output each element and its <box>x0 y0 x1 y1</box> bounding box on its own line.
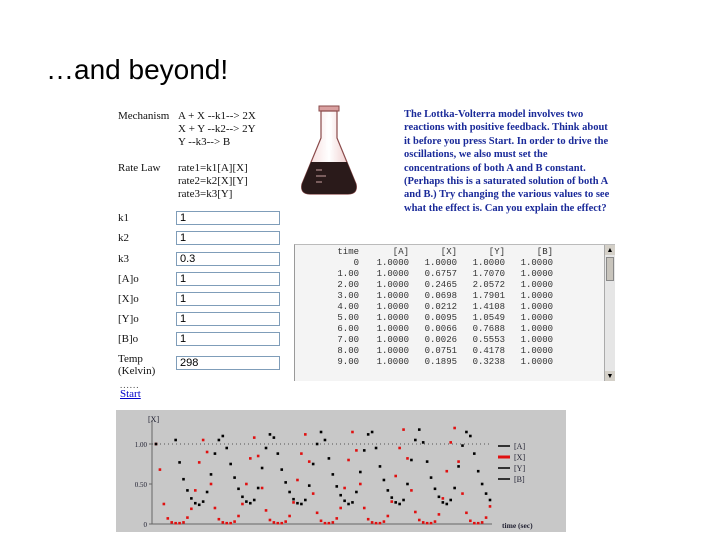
temp-unit-label: (Kelvin) <box>118 365 156 377</box>
y0-input[interactable] <box>176 312 280 326</box>
rate-law-label: Rate Law <box>118 162 161 174</box>
rate-line-1: rate1=k1[A][X] <box>178 162 248 174</box>
table-cell: 0.1895 <box>424 357 457 367</box>
data-point-x <box>194 489 197 492</box>
y-tick-label: 1.00 <box>134 441 147 449</box>
data-point-y <box>438 496 441 499</box>
data-point-x <box>430 522 433 525</box>
data-point-x <box>453 427 456 430</box>
data-point-y <box>485 492 488 495</box>
data-point-y <box>316 443 319 446</box>
data-point-x <box>233 520 236 523</box>
k3-input[interactable] <box>176 252 280 266</box>
data-point-y <box>422 441 425 444</box>
data-point-x <box>438 513 441 516</box>
concentration-chart <box>116 410 566 532</box>
data-point-y <box>269 433 272 436</box>
table-cell: 0.0698 <box>424 291 457 301</box>
data-point-y <box>457 465 460 468</box>
table-cell: 1.0000 <box>520 280 553 290</box>
data-point-y <box>363 449 366 452</box>
data-point-x <box>465 512 468 515</box>
table-cell: 5.00 <box>337 313 359 323</box>
legend-label: [Y] <box>514 464 526 473</box>
data-point-x <box>190 508 193 511</box>
table-cell: 1.7901 <box>472 291 505 301</box>
separator-dots: ...... <box>120 380 140 390</box>
data-point-x <box>335 517 338 520</box>
data-point-y <box>398 503 401 506</box>
table-cell: 0.0026 <box>424 335 457 345</box>
data-point-x <box>308 460 311 463</box>
data-point-y <box>375 447 378 450</box>
table-cell: 1.0000 <box>520 335 553 345</box>
table-header-cell: [X] <box>440 247 457 257</box>
data-point-y <box>469 435 472 438</box>
table-cell: 1.0000 <box>376 302 409 312</box>
data-point-x <box>284 520 287 523</box>
data-point-x <box>343 487 346 490</box>
data-point-x <box>218 518 221 521</box>
rate-line-2: rate2=k2[X][Y] <box>178 175 248 187</box>
table-cell: 8.00 <box>337 346 359 356</box>
data-point-y <box>335 485 338 488</box>
data-point-x <box>198 461 201 464</box>
table-cell: 0.2465 <box>424 280 457 290</box>
data-point-y <box>296 502 299 505</box>
data-point-x <box>186 516 189 519</box>
data-point-x <box>402 428 405 431</box>
table-cell: 1.00 <box>337 269 359 279</box>
data-point-x <box>163 503 166 506</box>
data-point-x <box>469 520 472 523</box>
data-point-x <box>202 439 205 442</box>
table-cell: 0.3238 <box>472 357 505 367</box>
data-point-x <box>394 475 397 478</box>
field-label-b0: [B]o <box>118 333 139 345</box>
data-point-x <box>241 503 244 506</box>
data-point-x <box>253 436 256 439</box>
data-point-y <box>253 499 256 502</box>
data-point-y <box>445 503 448 506</box>
data-point-y <box>210 473 213 476</box>
data-point-y <box>312 463 315 466</box>
data-point-y <box>343 500 346 503</box>
scroll-down-icon[interactable]: ▼ <box>606 372 614 380</box>
data-point-y <box>320 431 323 434</box>
table-header-cell: [Y] <box>488 247 505 257</box>
data-point-y <box>233 476 236 479</box>
data-point-x <box>422 521 425 524</box>
table-cell: 1.0000 <box>376 335 409 345</box>
legend-label: [X] <box>514 453 526 462</box>
table-cell: 1.0000 <box>424 258 457 268</box>
scroll-thumb[interactable] <box>606 257 614 281</box>
data-point-x <box>363 507 366 510</box>
data-point-x <box>304 433 307 436</box>
scroll-up-icon[interactable]: ▲ <box>606 246 614 254</box>
table-cell: 1.0000 <box>376 346 409 356</box>
data-point-y <box>273 436 276 439</box>
model-description: The Lottka-Volterra model involves two reactions with positive feedback. Think about it before you press Start. In order to drive the oscillations, we also must set the concentrations of both A and B constant. (Perhaps this is a saturated solution of both A and B.) Try changing the various values to see what the effect is. Can you explain the effect? <box>404 109 610 214</box>
field-label-k3: k3 <box>118 253 129 265</box>
data-point-x <box>170 521 173 524</box>
legend-label: [B] <box>514 475 525 484</box>
data-point-x <box>383 520 386 523</box>
data-point-x <box>316 512 319 515</box>
data-point-y <box>414 439 417 442</box>
data-point-x <box>347 459 350 462</box>
data-point-y <box>430 476 433 479</box>
data-point-y <box>367 433 370 436</box>
data-point-x <box>445 470 448 473</box>
data-point-x <box>426 522 429 525</box>
k2-input[interactable] <box>176 231 280 245</box>
table-cell: 1.0000 <box>376 324 409 334</box>
table-cell: 0 <box>353 258 359 268</box>
data-point-y <box>410 459 413 462</box>
data-point-y <box>277 452 280 455</box>
data-point-x <box>249 457 252 460</box>
table-cell: 1.0000 <box>472 258 505 268</box>
table-cell: 1.0000 <box>376 291 409 301</box>
data-point-y <box>304 499 307 502</box>
table-cell: 1.0000 <box>376 269 409 279</box>
table-cell: 1.0000 <box>376 280 409 290</box>
data-point-y <box>489 499 492 502</box>
table-cell: 1.0000 <box>376 258 409 268</box>
data-point-y <box>394 501 397 504</box>
data-point-y <box>241 496 244 499</box>
field-label-k2: k2 <box>118 232 129 244</box>
data-point-x <box>359 483 362 486</box>
table-cell: 0.7688 <box>472 324 505 334</box>
data-point-y <box>202 500 205 503</box>
data-point-x <box>300 452 303 455</box>
table-header-cell: time <box>337 247 359 257</box>
data-point-y <box>198 504 201 507</box>
a0-input[interactable] <box>176 272 280 286</box>
data-point-y <box>245 500 248 503</box>
data-point-y <box>249 502 252 505</box>
data-point-y <box>324 439 327 442</box>
data-point-y <box>292 498 295 501</box>
data-point-y <box>434 488 437 491</box>
data-point-y <box>229 463 232 466</box>
data-point-y <box>453 487 456 490</box>
data-point-y <box>225 447 228 450</box>
table-scrollbar[interactable] <box>604 245 615 381</box>
data-point-y <box>351 501 354 504</box>
data-point-x <box>257 455 260 458</box>
data-point-x <box>210 483 213 486</box>
temp-label: Temp <box>118 353 143 365</box>
table-cell: 6.00 <box>337 324 359 334</box>
k1-input[interactable] <box>176 211 280 225</box>
data-point-x <box>410 489 413 492</box>
table-cell: 1.0000 <box>520 258 553 268</box>
table-cell: 2.0572 <box>472 280 505 290</box>
table-cell: 2.00 <box>337 280 359 290</box>
data-point-y <box>261 467 264 470</box>
slide-title: …and beyond! <box>46 54 229 85</box>
rate-line-3: rate3=k3[Y] <box>178 188 233 200</box>
data-point-x <box>461 492 464 495</box>
data-point-x <box>449 441 452 444</box>
data-point-x <box>351 431 354 434</box>
data-point-y <box>383 479 386 482</box>
table-cell: 0.0095 <box>424 313 457 323</box>
data-point-x <box>296 479 299 482</box>
data-point-y <box>288 491 291 494</box>
results-table[interactable] <box>294 244 615 381</box>
data-point-y <box>214 452 217 455</box>
data-point-x <box>174 522 177 525</box>
data-point-y <box>222 435 225 438</box>
data-point-y <box>359 471 362 474</box>
data-point-y <box>442 501 445 504</box>
data-point-y <box>387 489 390 492</box>
x0-input[interactable] <box>176 292 280 306</box>
data-point-y <box>418 428 421 431</box>
table-cell: 0.0751 <box>424 346 457 356</box>
data-point-y <box>190 497 193 500</box>
table-cell: 1.4108 <box>472 302 505 312</box>
mechanism-line-2: X + Y --k2--> 2Y <box>178 123 256 135</box>
data-point-x <box>178 522 181 525</box>
data-point-x <box>229 522 232 525</box>
data-point-x <box>406 457 409 460</box>
table-cell: 0.4178 <box>472 346 505 356</box>
table-header-cell: [B] <box>536 247 553 257</box>
data-point-x <box>269 519 272 522</box>
data-point-y <box>355 491 358 494</box>
data-point-y <box>449 499 452 502</box>
data-point-y <box>206 491 209 494</box>
data-point-x <box>485 516 488 519</box>
field-label-k1: k1 <box>118 212 129 224</box>
table-cell: 1.0000 <box>520 357 553 367</box>
data-point-y <box>308 484 311 487</box>
data-point-y <box>465 431 468 434</box>
data-point-x <box>379 522 382 525</box>
data-point-x <box>288 515 291 518</box>
data-point-y <box>332 473 335 476</box>
data-point-y <box>379 465 382 468</box>
table-cell: 0.6757 <box>424 269 457 279</box>
data-point-y <box>257 487 260 490</box>
data-point-x <box>273 521 276 524</box>
data-point-x <box>414 511 417 514</box>
data-point-x <box>312 492 315 495</box>
table-cell: 9.00 <box>337 357 359 367</box>
table-cell: 1.0000 <box>520 291 553 301</box>
table-cell: 1.0000 <box>520 324 553 334</box>
data-point-y <box>280 468 283 471</box>
data-point-y <box>402 499 405 502</box>
data-point-y <box>178 461 181 464</box>
data-point-y <box>194 502 197 505</box>
field-label-x0: [X]o <box>118 293 139 305</box>
data-point-x <box>292 501 295 504</box>
y-tick-label: 0.50 <box>134 481 147 489</box>
data-point-y <box>237 488 240 491</box>
data-point-x <box>339 507 342 510</box>
table-cell: 7.00 <box>337 335 359 345</box>
legend-label: [A] <box>514 442 526 451</box>
table-cell: 1.0000 <box>520 346 553 356</box>
data-point-x <box>265 509 268 512</box>
data-point-y <box>406 483 409 486</box>
data-point-x <box>367 518 370 521</box>
table-cell: 1.0000 <box>376 313 409 323</box>
data-point-x <box>473 522 476 525</box>
data-point-y <box>182 478 185 481</box>
table-header-cell: [A] <box>392 247 409 257</box>
data-point-y <box>339 494 342 497</box>
data-point-x <box>442 497 445 500</box>
data-point-x <box>477 522 480 525</box>
data-point-x <box>277 522 280 525</box>
data-point-y <box>390 496 393 499</box>
chart-svg <box>116 410 566 532</box>
data-point-x <box>324 522 327 525</box>
table-cell: 1.0000 <box>376 357 409 367</box>
data-point-y <box>328 457 331 460</box>
data-point-x <box>390 500 393 503</box>
data-point-x <box>225 522 228 525</box>
data-point-x <box>214 507 217 510</box>
data-point-x <box>371 521 374 524</box>
data-point-y <box>218 439 221 442</box>
table-cell: 0.0066 <box>424 324 457 334</box>
data-point-x <box>398 447 401 450</box>
data-point-y <box>284 481 287 484</box>
data-point-y <box>347 503 350 506</box>
data-point-y <box>477 470 480 473</box>
temp-input[interactable] <box>176 356 280 370</box>
table-cell: 0.0212 <box>424 302 457 312</box>
data-point-x <box>182 521 185 524</box>
b0-input[interactable] <box>176 332 280 346</box>
y-tick-label: 0 <box>143 521 147 529</box>
mechanism-line-1: A + X --k1--> 2X <box>178 110 256 122</box>
table-cell: 1.0000 <box>520 302 553 312</box>
data-point-y <box>481 483 484 486</box>
data-point-x <box>481 521 484 524</box>
mechanism-label: Mechanism <box>118 110 170 122</box>
start-link[interactable]: Start <box>120 388 141 400</box>
simulation-form <box>114 104 298 404</box>
field-label-a0: [A]o <box>118 273 139 285</box>
data-point-x <box>261 487 264 490</box>
data-point-x <box>375 522 378 525</box>
data-point-x <box>206 451 209 454</box>
data-point-x <box>245 483 248 486</box>
data-point-x <box>320 520 323 523</box>
y-axis-label: [X] <box>148 415 160 424</box>
data-point-y <box>426 460 429 463</box>
data-point-x <box>328 522 331 525</box>
flask-icon <box>296 104 362 198</box>
data-point-x <box>159 468 162 471</box>
table-cell: 3.00 <box>337 291 359 301</box>
data-point-x <box>222 521 225 524</box>
table-cell: 1.0549 <box>472 313 505 323</box>
table-cell: 1.0000 <box>520 313 553 323</box>
table-cell: 0.5553 <box>472 335 505 345</box>
table-cell: 1.7070 <box>472 269 505 279</box>
data-point-x <box>418 519 421 522</box>
data-point-y <box>186 489 189 492</box>
data-point-y <box>265 447 268 450</box>
data-point-x <box>237 515 240 518</box>
mechanism-line-3: Y --k3--> B <box>178 136 231 148</box>
data-point-y <box>300 503 303 506</box>
field-label-y0: [Y]o <box>118 313 139 325</box>
data-point-x <box>387 515 390 518</box>
data-point-x <box>355 449 358 452</box>
data-point-x <box>434 520 437 523</box>
x-axis-label: time (sec) <box>502 521 533 530</box>
data-point-x <box>457 460 460 463</box>
table-cell: 4.00 <box>337 302 359 312</box>
data-point-x <box>332 521 335 524</box>
data-point-x <box>489 505 492 508</box>
data-point-y <box>371 431 374 434</box>
data-point-y <box>174 439 177 442</box>
data-point-y <box>473 452 476 455</box>
data-point-x <box>166 517 169 520</box>
data-point-y <box>155 443 158 446</box>
table-cell: 1.0000 <box>520 269 553 279</box>
data-point-y <box>461 444 464 447</box>
data-point-x <box>280 522 283 525</box>
